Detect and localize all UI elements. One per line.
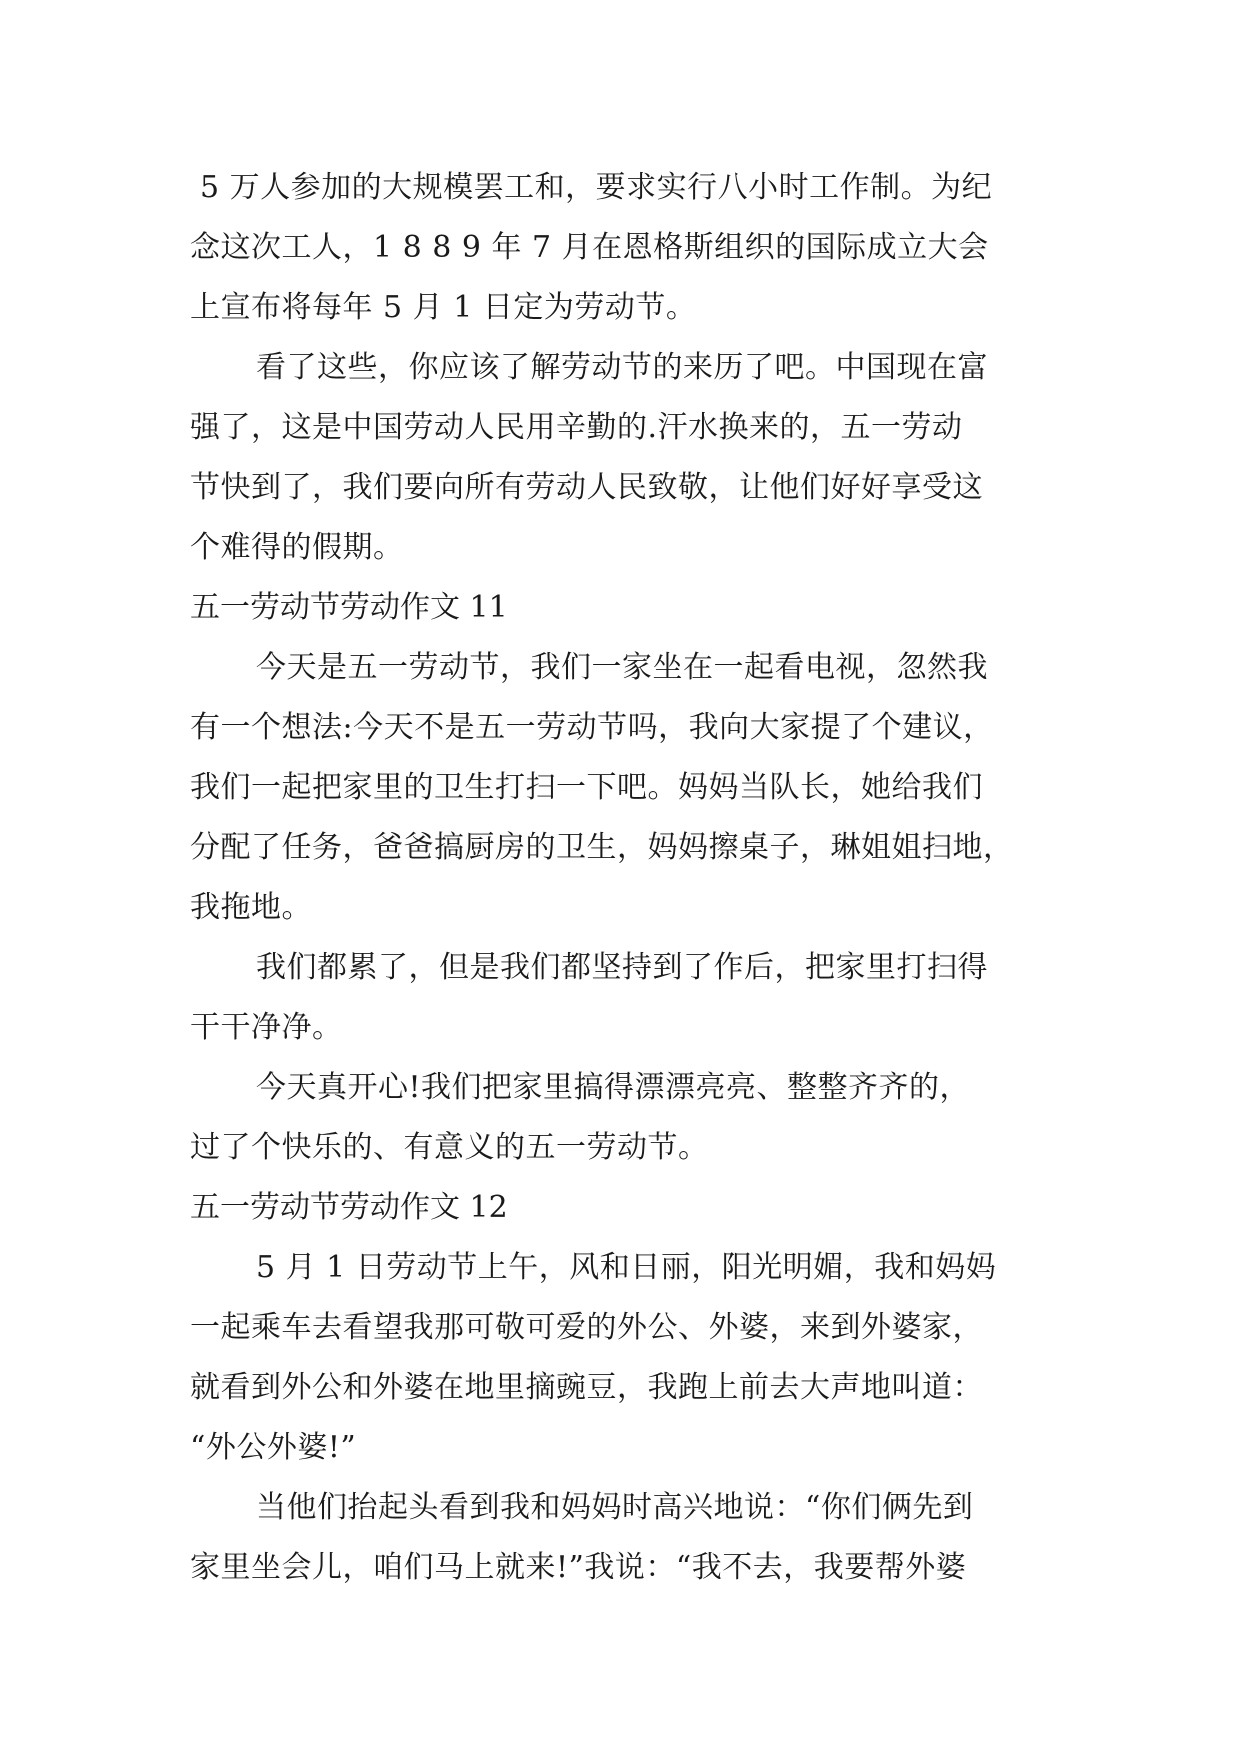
- paragraph-line: 节快到了，我们要向所有劳动人民致敬，让他们好好享受这: [190, 470, 983, 505]
- paragraph-line: 今天是五一劳动节，我们一家坐在一起看电视，忽然我: [256, 650, 988, 685]
- paragraph-line: 强了，这是中国劳动人民用辛勤的.汗水换来的，五一劳动: [190, 410, 963, 445]
- paragraph-line: 我们都累了，但是我们都坚持到了作后，把家里打扫得: [256, 950, 988, 985]
- paragraph-line: 我拖地。: [190, 890, 312, 925]
- paragraph-line: 一起乘车去看望我那可敬可爱的外公、外婆，来到外婆家，: [190, 1310, 983, 1345]
- section-heading: 五一劳动节劳动作文 12: [190, 1190, 508, 1225]
- paragraph-line: 5 万人参加的大规模罢工和，要求实行八小时工作制。为纪: [190, 170, 993, 205]
- paragraph-line: 我们一起把家里的卫生打扫一下吧。妈妈当队长，她给我们: [190, 770, 983, 805]
- section-heading: 五一劳动节劳动作文 11: [190, 590, 508, 625]
- paragraph-line: 上宣布将每年 5 月 1 日定为劳动节。: [190, 290, 697, 325]
- paragraph-line: 就看到外公和外婆在地里摘豌豆，我跑上前去大声地叫道：: [190, 1370, 983, 1405]
- paragraph-line: 分配了任务，爸爸搞厨房的卫生，妈妈擦桌子，琳姐姐扫地，: [190, 830, 1014, 865]
- paragraph-line: 看了这些，你应该了解劳动节的来历了吧。中国现在富: [256, 350, 988, 385]
- paragraph-line: 干干净净。: [190, 1010, 343, 1045]
- paragraph-line: 念这次工人，1 8 8 9 年 7 月在恩格斯组织的国际成立大会: [190, 230, 989, 265]
- paragraph-line: 5 月 1 日劳动节上午，风和日丽，阳光明媚，我和妈妈: [256, 1250, 997, 1285]
- paragraph-line: 过了个快乐的、有意义的五一劳动节。: [190, 1130, 709, 1165]
- paragraph-line: 今天真开心!我们把家里搞得漂漂亮亮、整整齐齐的，: [256, 1070, 971, 1105]
- document-body: [190, 158, 1052, 1598]
- paragraph-line: 个难得的假期。: [190, 530, 404, 565]
- paragraph-line: 有一个想法:今天不是五一劳动节吗，我向大家提了个建议，: [190, 710, 994, 745]
- paragraph-line: “外公外婆!”: [190, 1430, 357, 1465]
- paragraph-line: 家里坐会儿，咱们马上就来!”我说：“我不去，我要帮外婆: [190, 1550, 967, 1585]
- paragraph-line: 当他们抬起头看到我和妈妈时高兴地说：“你们俩先到: [256, 1490, 974, 1525]
